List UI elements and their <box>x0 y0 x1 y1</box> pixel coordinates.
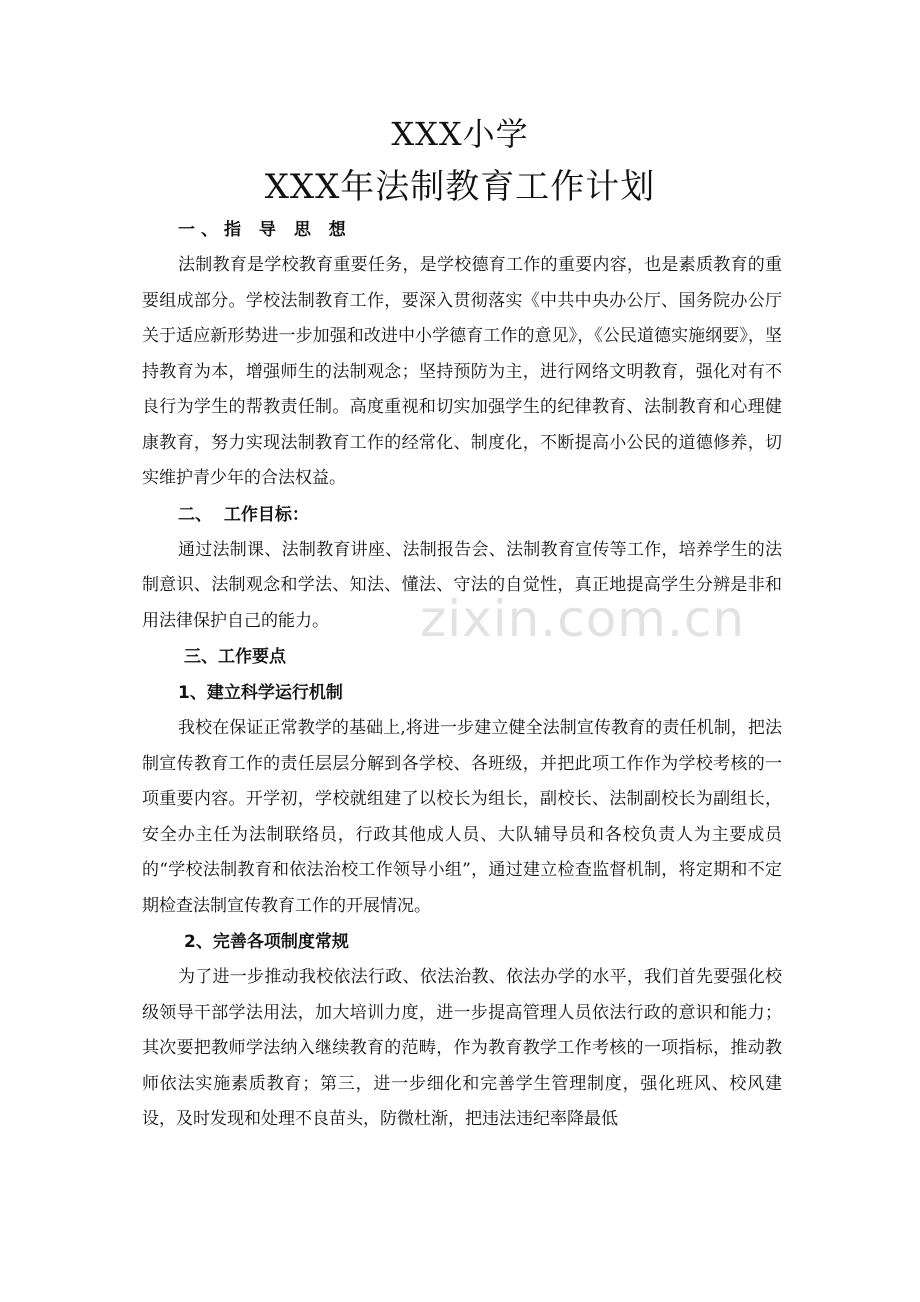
subsection-heading-mechanism: 1、建立科学运行机制 <box>178 683 343 703</box>
document-body <box>142 212 782 1138</box>
section-heading-goals: 二、 工作目标： <box>178 504 309 525</box>
section-paragraph-goals: 通过法制课、法制教育讲座、法制报告会、法制教育宣传等工作，培养学生的法制意识、法制观念和学法、知法、懂法、守法的自觉性，真正地提高学生分辨是非和用法律保护自己的能力。 <box>142 539 782 631</box>
subsection-paragraph-regulations: 为了进一步推动我校依法行政、依法治教、依法办学的水平，我们首先要强化校级领导干部学法用法，加大培训力度，进一步提高管理人员依法行政的意识和能力；其次要把教师学法纳入继续教育的范畴，作为教育教学工作考核的一项指标，推动教师依法实施素质教育；第三，进一步细化和完善学生管理制度，强化班风、校风建设，及时发现和处理不良苗头，防微杜渐，把违法违纪率降最低 <box>142 967 782 1129</box>
plan-title: XXX年法制教育工作计划 <box>264 167 656 207</box>
school-title: XXX小学 <box>391 115 529 153</box>
section-heading-guiding-idea: 一、指 导 思 想 <box>178 220 352 240</box>
watermark: zixin.com.cn <box>420 590 746 648</box>
section-heading-key-points: 三、工作要点 <box>184 647 286 667</box>
subsection-paragraph-mechanism: 我校在保证正常教学的基础上,将进一步建立健全法制宣传教育的责任机制，把法制宣传教育工作的责任层层分解到各学校、各班级，并把此项工作作为学校考核的一项重要内容。开学初，学校就组建了以校长为组长，副校长、法制副校长为副组长，安全办主任为法制联络员，行政其他成人员、大队辅导员和各校负责人为主要成员的“学校法制教育和依法治校工作领导小组”，通过建立检查监督机制，将定期和不定期检查法制宣传教育工作的开展情况。 <box>142 718 782 916</box>
section-paragraph-guiding-idea: 法制教育是学校教育重要任务，是学校德育工作的重要内容，也是素质教育的重要组成部分。学校法制教育工作，要深入贯彻落实《中共中央办公厅、国务院办公厅关于适应新形势进一步加强和改进中小学德育工作的意见》，《公民道德实施纲要》，坚持教育为本，增强师生的法制观念；坚持预防为主，进行网络文明教育，强化对有不良行为学生的帮教责任制。高度重视和切实加强学生的纪律教育、法制教育和心理健康教育，努力实现法制教育工作的经常化、制度化，不断提高小公民的道德修养，切实维护青少年的合法权益。 <box>142 255 782 488</box>
subsection-heading-regulations: 2、完善各项制度常规 <box>184 932 349 952</box>
